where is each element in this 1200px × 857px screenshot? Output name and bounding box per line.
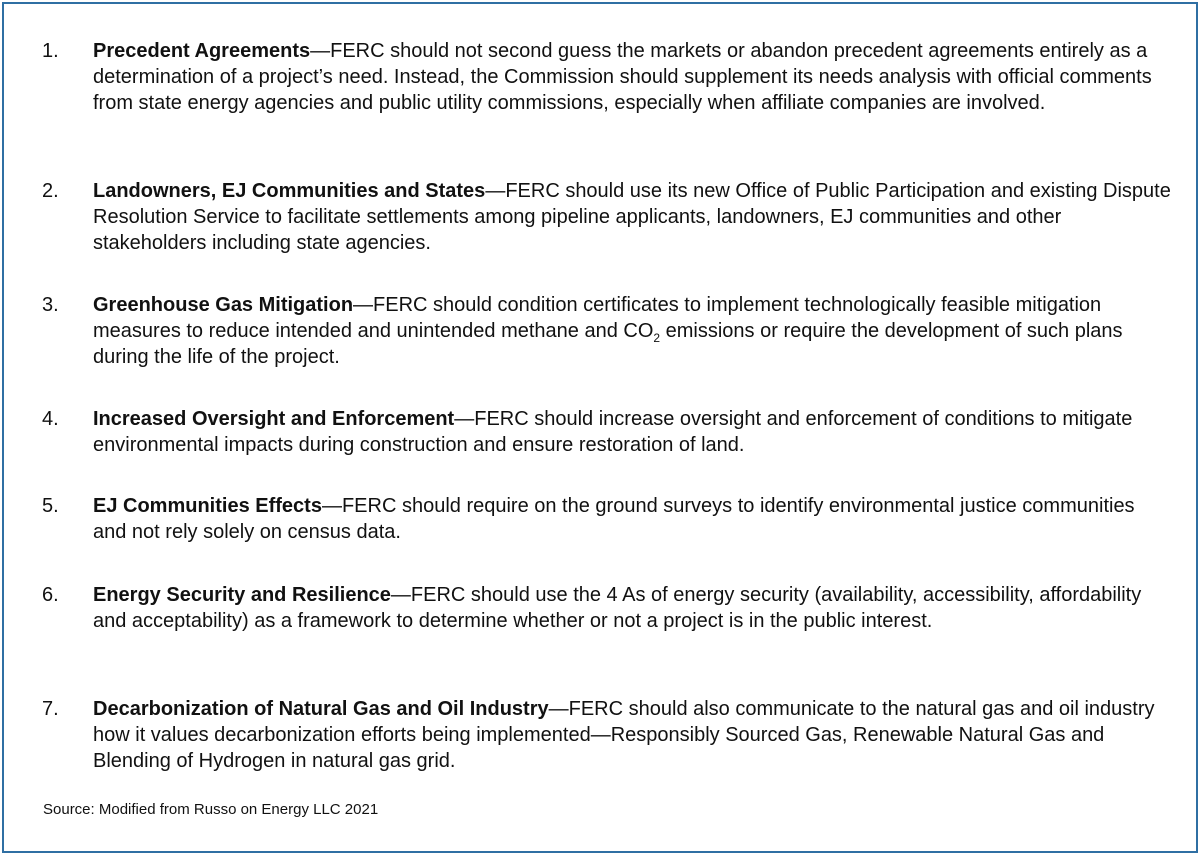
item-body: —FERC should require on the ground surveys to identify environmental justice communities and not rely solely on census data. — [93, 495, 1135, 543]
item-text — [93, 696, 1173, 774]
item-text — [93, 292, 1173, 370]
item-text — [93, 178, 1173, 256]
item-number: 2. — [42, 180, 59, 202]
source-note: Source: Modified from Russo on Energy LLC 2021 — [43, 801, 379, 818]
item-title: Precedent Agreements — [93, 40, 311, 62]
item-number: 1. — [42, 40, 59, 62]
item-text — [93, 38, 1173, 116]
item-body: —FERC should not second guess the markets or abandon precedent agreements entirely as a determination of a project’s need. Instead, the Commission should supplement its needs analysis with official comments from state energy agencies and public utility commissions, especially when affiliate companies are involved. — [93, 40, 1152, 114]
document-panel — [2, 2, 1198, 853]
item-number: 4. — [42, 408, 59, 430]
item-body: —FERC should use the 4 As of energy security (availability, accessibility, affordability and acceptability) as a framework to determine whether or not a project is in the public interest. — [93, 584, 1142, 632]
item-body-continued: emissions or require the development of such plans during the life of the project. — [93, 320, 1123, 368]
item-title: Decarbonization of Natural Gas and Oil Industry — [93, 698, 549, 720]
item-number: 3. — [42, 294, 59, 316]
subscript: 2 — [653, 331, 661, 345]
item-number: 7. — [42, 698, 59, 720]
item-title: Increased Oversight and Enforcement — [93, 408, 455, 430]
item-title: Energy Security and Resilience — [93, 584, 391, 606]
item-title: EJ Communities Effects — [93, 495, 322, 517]
item-number: 6. — [42, 584, 59, 606]
item-body: —FERC should also communicate to the natural gas and oil industry how it values decarbonization efforts being implemented—Responsibly Sourced Gas, Renewable Natural Gas and Blending of Hydrogen in natural gas grid. — [93, 698, 1155, 772]
item-body: —FERC should use its new Office of Public Participation and existing Dispute Resolution Service to facilitate settlements among pipeline applicants, landowners, EJ communities and other stakeholders including state agencies. — [93, 180, 1171, 254]
item-body: —FERC should increase oversight and enforcement of conditions to mitigate environmental impacts during construction and ensure restoration of land. — [93, 408, 1133, 456]
item-body: —FERC should condition certificates to implement technologically feasible mitigation measures to reduce intended and unintended methane and CO — [93, 294, 1102, 342]
item-text — [93, 582, 1173, 634]
item-number: 5. — [42, 495, 59, 517]
item-text — [93, 406, 1173, 458]
item-title: Landowners, EJ Communities and States — [93, 180, 486, 202]
item-title: Greenhouse Gas Mitigation — [93, 294, 354, 316]
item-text — [93, 493, 1173, 545]
